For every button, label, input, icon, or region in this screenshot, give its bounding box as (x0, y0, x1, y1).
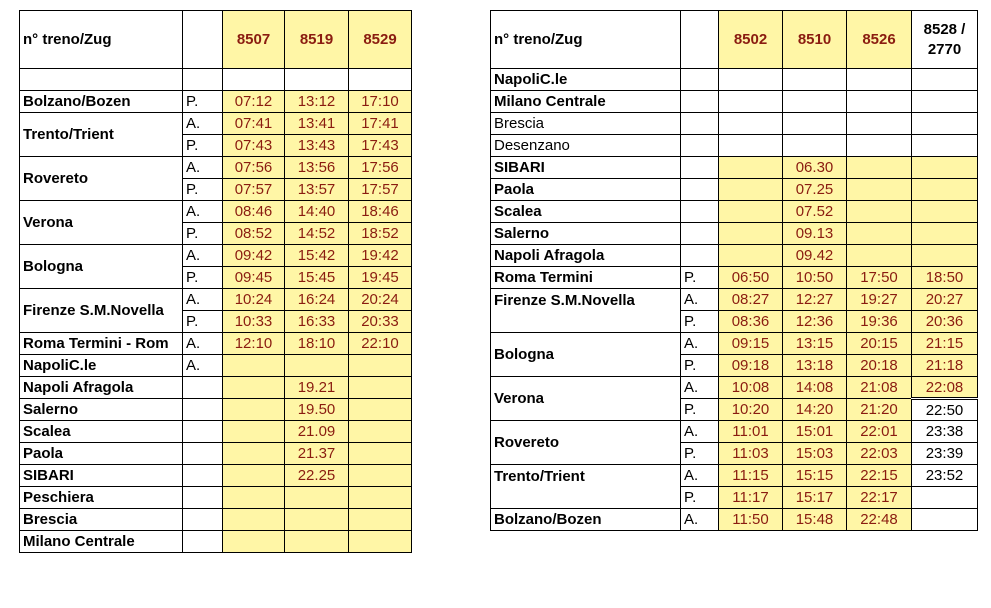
header-row (491, 11, 978, 69)
time: 14:20 (783, 399, 847, 421)
station: Paola (20, 443, 183, 465)
arr-dep: P. (681, 311, 719, 333)
table-row (20, 377, 412, 399)
table-row (20, 289, 412, 311)
arr-dep (681, 223, 719, 245)
time: 22:48 (847, 509, 912, 531)
time: 07.25 (783, 179, 847, 201)
station: Roma Termini - Rom (20, 333, 183, 355)
time (912, 201, 978, 223)
time (847, 179, 912, 201)
station: Trento/Trient (20, 113, 183, 157)
time (349, 377, 412, 399)
time: 06:50 (719, 267, 783, 289)
time: 09.42 (783, 245, 847, 267)
arr-dep (681, 91, 719, 113)
table-row (491, 509, 978, 531)
time: 17:10 (349, 91, 412, 113)
time: 23:52 (912, 465, 978, 487)
arr-dep: A. (183, 245, 223, 267)
arr-dep: A. (681, 289, 719, 311)
time (223, 465, 285, 487)
time: 20:36 (912, 311, 978, 333)
time: 19:36 (847, 311, 912, 333)
station: Peschiera (20, 487, 183, 509)
table-row (491, 245, 978, 267)
time: 14:08 (783, 377, 847, 399)
time (719, 91, 783, 113)
time (285, 509, 349, 531)
time (847, 135, 912, 157)
table-row (20, 245, 412, 267)
station: Paola (491, 179, 681, 201)
time (847, 113, 912, 135)
table-row (491, 179, 978, 201)
timetable-southbound-north (490, 10, 978, 531)
time: 19.21 (285, 377, 349, 399)
time: 20:24 (349, 289, 412, 311)
table-row (491, 157, 978, 179)
table-row (20, 531, 412, 553)
arr-dep: P. (681, 355, 719, 377)
station: Scalea (20, 421, 183, 443)
time (349, 443, 412, 465)
time: 22:01 (847, 421, 912, 443)
arr-dep (681, 245, 719, 267)
time: 14:40 (285, 201, 349, 223)
time: 13:12 (285, 91, 349, 113)
time: 19:45 (349, 267, 412, 289)
time: 15:01 (783, 421, 847, 443)
time (912, 487, 978, 509)
time: 13:43 (285, 135, 349, 157)
arr-dep: P. (681, 267, 719, 289)
station: Bologna (491, 333, 681, 377)
time: 19:42 (349, 245, 412, 267)
time (912, 509, 978, 531)
time (847, 245, 912, 267)
table-row (491, 113, 978, 135)
train-number: 8510 (783, 11, 847, 69)
arr-dep (183, 465, 223, 487)
time: 22.25 (285, 465, 349, 487)
time (783, 69, 847, 91)
time (285, 531, 349, 553)
time: 21.37 (285, 443, 349, 465)
timetable-northbound-south (19, 10, 412, 553)
time (912, 113, 978, 135)
table-row (20, 399, 412, 421)
time: 11:15 (719, 465, 783, 487)
time (912, 179, 978, 201)
time: 08:52 (223, 223, 285, 245)
arr-dep (183, 509, 223, 531)
station: Milano Centrale (491, 91, 681, 113)
time (912, 157, 978, 179)
station: Salerno (491, 223, 681, 245)
arr-dep: P. (681, 443, 719, 465)
arr-dep: P. (183, 135, 223, 157)
time: 22:08 (912, 377, 978, 399)
time: 18:50 (912, 267, 978, 289)
time: 15:15 (783, 465, 847, 487)
station: Firenze S.M.Novella (20, 289, 183, 333)
arr-dep (183, 69, 223, 91)
time (349, 69, 412, 91)
table-row (491, 333, 978, 355)
time (719, 157, 783, 179)
time (912, 223, 978, 245)
station: Rovereto (491, 421, 681, 465)
table-row (491, 69, 978, 91)
arr-dep: A. (183, 113, 223, 135)
time: 13:41 (285, 113, 349, 135)
station: Milano Centrale (20, 531, 183, 553)
station: Rovereto (20, 157, 183, 201)
train-number: 8507 (223, 11, 285, 69)
arr-dep (183, 377, 223, 399)
table-row (20, 355, 412, 377)
arr-dep (681, 135, 719, 157)
time: 15:03 (783, 443, 847, 465)
time: 15:48 (783, 509, 847, 531)
arr-dep: P. (183, 311, 223, 333)
time (223, 421, 285, 443)
train-number: 8526 (847, 11, 912, 69)
time: 06.30 (783, 157, 847, 179)
time: 09:15 (719, 333, 783, 355)
time: 20:33 (349, 311, 412, 333)
time: 17:56 (349, 157, 412, 179)
arr-dep: A. (681, 509, 719, 531)
table-row (20, 113, 412, 135)
arr-dep (183, 531, 223, 553)
time: 10:20 (719, 399, 783, 421)
time (847, 69, 912, 91)
time (783, 135, 847, 157)
time: 22:03 (847, 443, 912, 465)
train-number: 8502 (719, 11, 783, 69)
time: 07:43 (223, 135, 285, 157)
time: 17:50 (847, 267, 912, 289)
train-number-line1: 8528 / (923, 21, 966, 38)
arr-dep (183, 443, 223, 465)
header-ap (183, 11, 223, 69)
station: Napoli Afragola (491, 245, 681, 267)
station: Napoli Afragola (20, 377, 183, 399)
station: NapoliC.le (491, 69, 681, 91)
time: 07:57 (223, 179, 285, 201)
time (349, 399, 412, 421)
arr-dep: P. (183, 267, 223, 289)
arr-dep (183, 399, 223, 421)
train-number-combined (912, 11, 978, 69)
table-row (20, 421, 412, 443)
time: 19:27 (847, 289, 912, 311)
time (223, 509, 285, 531)
time: 18:46 (349, 201, 412, 223)
arr-dep (183, 487, 223, 509)
train-number: 8519 (285, 11, 349, 69)
time (223, 355, 285, 377)
time: 10:50 (783, 267, 847, 289)
time: 13:56 (285, 157, 349, 179)
table-row (491, 289, 978, 311)
time (223, 69, 285, 91)
arr-dep: A. (183, 333, 223, 355)
arr-dep (681, 179, 719, 201)
time: 12:10 (223, 333, 285, 355)
station: Desenzano (491, 135, 681, 157)
time (847, 91, 912, 113)
time: 13:18 (783, 355, 847, 377)
table-row (20, 487, 412, 509)
time (223, 399, 285, 421)
time: 15:17 (783, 487, 847, 509)
time (912, 69, 978, 91)
time (719, 113, 783, 135)
table-row (20, 69, 412, 91)
time (847, 201, 912, 223)
time (719, 223, 783, 245)
table-row (491, 465, 978, 487)
time: 09:45 (223, 267, 285, 289)
time: 18:10 (285, 333, 349, 355)
station: Salerno (20, 399, 183, 421)
time: 09.13 (783, 223, 847, 245)
time: 10:08 (719, 377, 783, 399)
station (20, 69, 183, 91)
time (223, 531, 285, 553)
time: 18:52 (349, 223, 412, 245)
time (349, 355, 412, 377)
time: 16:33 (285, 311, 349, 333)
time: 16:24 (285, 289, 349, 311)
time: 22:17 (847, 487, 912, 509)
time (285, 355, 349, 377)
time (719, 245, 783, 267)
station: NapoliC.le (20, 355, 183, 377)
station: Bologna (20, 245, 183, 289)
time: 11:01 (719, 421, 783, 443)
time (719, 201, 783, 223)
table-row (491, 377, 978, 399)
table-row (20, 333, 412, 355)
time: 17:43 (349, 135, 412, 157)
time (223, 443, 285, 465)
time (349, 487, 412, 509)
time: 12:36 (783, 311, 847, 333)
station: Bolzano/Bozen (20, 91, 183, 113)
time (285, 487, 349, 509)
time (719, 179, 783, 201)
station: Trento/Trient (491, 465, 681, 509)
time: 21:15 (912, 333, 978, 355)
time: 07:41 (223, 113, 285, 135)
time: 11:50 (719, 509, 783, 531)
time: 23:38 (912, 421, 978, 443)
header-ap (681, 11, 719, 69)
station: Scalea (491, 201, 681, 223)
time (349, 421, 412, 443)
time: 15:45 (285, 267, 349, 289)
time (912, 245, 978, 267)
time (783, 113, 847, 135)
arr-dep: A. (681, 333, 719, 355)
time: 21:08 (847, 377, 912, 399)
time: 13:15 (783, 333, 847, 355)
table-row (20, 91, 412, 113)
arr-dep (681, 113, 719, 135)
time (912, 135, 978, 157)
time: 17:57 (349, 179, 412, 201)
time: 11:17 (719, 487, 783, 509)
arr-dep (681, 69, 719, 91)
time: 22:50 (912, 399, 978, 421)
table-row (491, 201, 978, 223)
time: 08:46 (223, 201, 285, 223)
time (783, 91, 847, 113)
time: 20:15 (847, 333, 912, 355)
station: Verona (20, 201, 183, 245)
arr-dep: A. (183, 289, 223, 311)
station: Firenze S.M.Novella (491, 289, 681, 333)
arr-dep (681, 201, 719, 223)
station: Brescia (491, 113, 681, 135)
time: 19.50 (285, 399, 349, 421)
time: 17:41 (349, 113, 412, 135)
station: SIBARI (20, 465, 183, 487)
arr-dep: A. (183, 201, 223, 223)
time (349, 531, 412, 553)
time (912, 91, 978, 113)
arr-dep: A. (183, 157, 223, 179)
arr-dep: A. (681, 421, 719, 443)
table-row (20, 201, 412, 223)
time (719, 69, 783, 91)
header-row (20, 11, 412, 69)
time (349, 465, 412, 487)
station: Roma Termini (491, 267, 681, 289)
table-row (491, 421, 978, 443)
time: 22:10 (349, 333, 412, 355)
train-number: 8529 (349, 11, 412, 69)
time: 20:18 (847, 355, 912, 377)
table-row (20, 465, 412, 487)
time: 12:27 (783, 289, 847, 311)
station: Bolzano/Bozen (491, 509, 681, 531)
arr-dep: A. (681, 465, 719, 487)
table-row (491, 135, 978, 157)
time: 22:15 (847, 465, 912, 487)
time: 07:12 (223, 91, 285, 113)
time: 13:57 (285, 179, 349, 201)
time: 14:52 (285, 223, 349, 245)
table-row (20, 443, 412, 465)
arr-dep (681, 157, 719, 179)
table-row (491, 267, 978, 289)
time: 08:27 (719, 289, 783, 311)
time: 09:42 (223, 245, 285, 267)
header-label: n° treno/Zug (491, 11, 681, 69)
time (223, 487, 285, 509)
table-row (20, 157, 412, 179)
header-label: n° treno/Zug (20, 11, 183, 69)
time (847, 157, 912, 179)
time: 23:39 (912, 443, 978, 465)
time: 10:24 (223, 289, 285, 311)
time (719, 135, 783, 157)
time: 07.52 (783, 201, 847, 223)
time: 08:36 (719, 311, 783, 333)
time (223, 377, 285, 399)
arr-dep: P. (183, 91, 223, 113)
time: 11:03 (719, 443, 783, 465)
time (349, 509, 412, 531)
arr-dep: A. (681, 377, 719, 399)
arr-dep (183, 421, 223, 443)
arr-dep: P. (183, 223, 223, 245)
station: SIBARI (491, 157, 681, 179)
time: 09:18 (719, 355, 783, 377)
time: 21.09 (285, 421, 349, 443)
time: 07:56 (223, 157, 285, 179)
arr-dep: P. (183, 179, 223, 201)
time: 21:20 (847, 399, 912, 421)
time (285, 69, 349, 91)
table-row (20, 509, 412, 531)
table-row (491, 223, 978, 245)
time: 15:42 (285, 245, 349, 267)
time: 20:27 (912, 289, 978, 311)
train-number-line2: 2770 (927, 40, 962, 58)
time: 21:18 (912, 355, 978, 377)
arr-dep: A. (183, 355, 223, 377)
time: 10:33 (223, 311, 285, 333)
station: Verona (491, 377, 681, 421)
table-row (491, 91, 978, 113)
station: Brescia (20, 509, 183, 531)
arr-dep: P. (681, 399, 719, 421)
arr-dep: P. (681, 487, 719, 509)
time (847, 223, 912, 245)
